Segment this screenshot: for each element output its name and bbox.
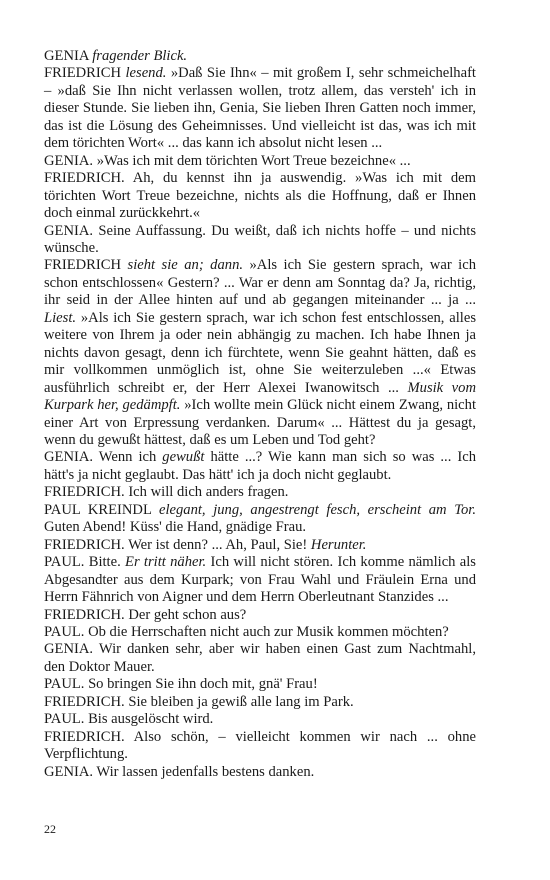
dialogue-text: FRIEDRICH. Also schön, – vielleicht kommen wir nach ... ohne Verpflichtung. [44,728,476,763]
dialogue-text: PAUL. Ob die Herrschaften nicht auch zur Musik kommen möchten? [44,623,449,640]
stage-direction: elegant, jung, angestrengt fesch, erscheint am Tor. [158,501,476,518]
stage-direction: lesend. [125,65,167,82]
dialogue-text: FRIEDRICH. Der geht schon aus? [44,606,247,623]
dialogue-text: FRIEDRICH. Sie bleiben ja gewiß alle lang im Park. [44,693,354,710]
stage-direction: Herunter. [310,536,367,553]
dialogue-paragraph [44,607,476,624]
dialogue-text: FRIEDRICH [44,257,128,274]
dialogue-paragraph [44,729,476,764]
dialogue-text: GENIA. Seine Auffassung. Du weißt, daß ich nichts hoffe – und nichts wünsche. [44,222,476,256]
dialogue-text: PAUL. So bringen Sie ihn doch mit, gnä' Frau! [44,676,318,693]
dialogue-paragraph [44,65,476,152]
stage-direction: Musik vom Kurpark her, gedämpft. [44,379,476,414]
dialogue-text: FRIEDRICH. Wer ist denn? ... Ah, Paul, Sie! [44,536,311,553]
dialogue-paragraph [44,641,476,676]
dialogue-text: GENIA. Wir lassen jedenfalls bestens danken. [44,763,315,780]
dialogue-paragraph [44,48,476,65]
dialogue-text: PAUL KREINDL [44,501,159,518]
dialogue-text: »Als ich Sie gestern sprach, war ich schon fest entschlossen, alles weitere von Ihrem ja oder nein abhängig zu machen. Ich habe Ihnen ja nichts davon gesagt, denn ich fürchtete, wenn Sie geahnt hätten, daß es mir vollkommen unmöglich ist, ohne Sie weiterzuleben ...« Etwas ausführlich schreibt er, der Herr Alexei Iwanowitsch ... [44,309,476,396]
dialogue-paragraph [44,537,476,554]
dialogue-paragraph [44,676,476,693]
dialogue-text: Ich will nicht stören. Ich komme nämlich als Abgesandter aus dem Kurpark; von Frau Wahl und Fräulein Erna und Herrn Fähnrich von Aigner und dem Herrn Oberleutnant Stanzides ... [44,554,476,606]
page-number: 22 [44,822,56,836]
dialogue-text: hätte ...? Wie kann man sich so was ... Ich hätt's ja nicht geglaubt. Das hätt' ich ja doch nicht geglaubt. [44,449,476,483]
stage-direction: gewußt [162,449,205,466]
dialogue-text: FRIEDRICH. Ich will dich anders fragen. [44,484,289,501]
dialogue-paragraph [44,711,476,728]
dialogue-paragraph [44,502,476,537]
page-body [44,48,476,781]
stage-direction: Er tritt näher. [125,554,207,571]
stage-direction: sieht sie an; dann. [127,257,244,274]
dialogue-text: »Daß Sie Ihn« – mit großem I, sehr schmeichelhaft – »daß Sie Ihn nicht verlassen wollen, trotz allem, das versteh' ich in dieser Stunde. Sie lieben ihn, Genia, Sie lieben Ihren Gatten noch immer, das ist die Lösung des Geheimnisses. Und vielleicht ist das, was ich mit dem törichten Wort« ... das kann ich absolut nicht lesen ... [44,65,476,152]
stage-direction: fragender Blick. [92,48,188,64]
dialogue-text: FRIEDRICH. Ah, du kennst ihn ja auswendig. »Was ich mit dem törichten Wort Treue bezeichne, nichts als die Hoffnung, daß er Ihnen doch einmal zurückkehrt.« [44,170,476,222]
dialogue-paragraph [44,257,476,449]
dialogue-paragraph [44,484,476,501]
dialogue-paragraph [44,624,476,641]
dialogue-paragraph [44,223,476,258]
stage-direction: Liest. [44,309,77,326]
dialogue-text: PAUL. Bitte. [44,554,126,571]
dialogue-text: PAUL. Bis ausgelöscht wird. [44,711,214,728]
dialogue-paragraph [44,554,476,606]
dialogue-text: GENIA. Wenn ich [44,449,163,466]
dialogue-text: FRIEDRICH [44,65,126,82]
dialogue-text: »Als ich Sie gestern sprach, war ich schon entschlossen« Gestern? ... War er denn am Sonntag da? Ja, richtig, ihr seid in der Allee hinten auf und ab gegangen miteinander ... ja ... [44,257,476,309]
dialogue-text: GENIA [44,48,93,64]
dialogue-paragraph [44,170,476,222]
dialogue-paragraph [44,694,476,711]
dialogue-text: GENIA. »Was ich mit dem törichten Wort Treue bezeichne« ... [44,152,411,169]
dialogue-paragraph [44,153,476,170]
dialogue-paragraph [44,764,476,781]
dialogue-text: »Ich wollte mein Glück nicht einem Zwang, nicht einer Art von Erpressung verdanken. Darum« ... Hättest du ja gesagt, wenn du gewußt hättest, daß es um Leben und Tod geht? [44,397,476,448]
dialogue-text: Guten Abend! Küss' die Hand, gnädige Frau. [44,519,307,536]
dialogue-text: GENIA. Wir danken sehr, aber wir haben einen Gast zum Nachtmahl, den Doktor Mauer. [44,641,476,675]
dialogue-paragraph [44,449,476,484]
